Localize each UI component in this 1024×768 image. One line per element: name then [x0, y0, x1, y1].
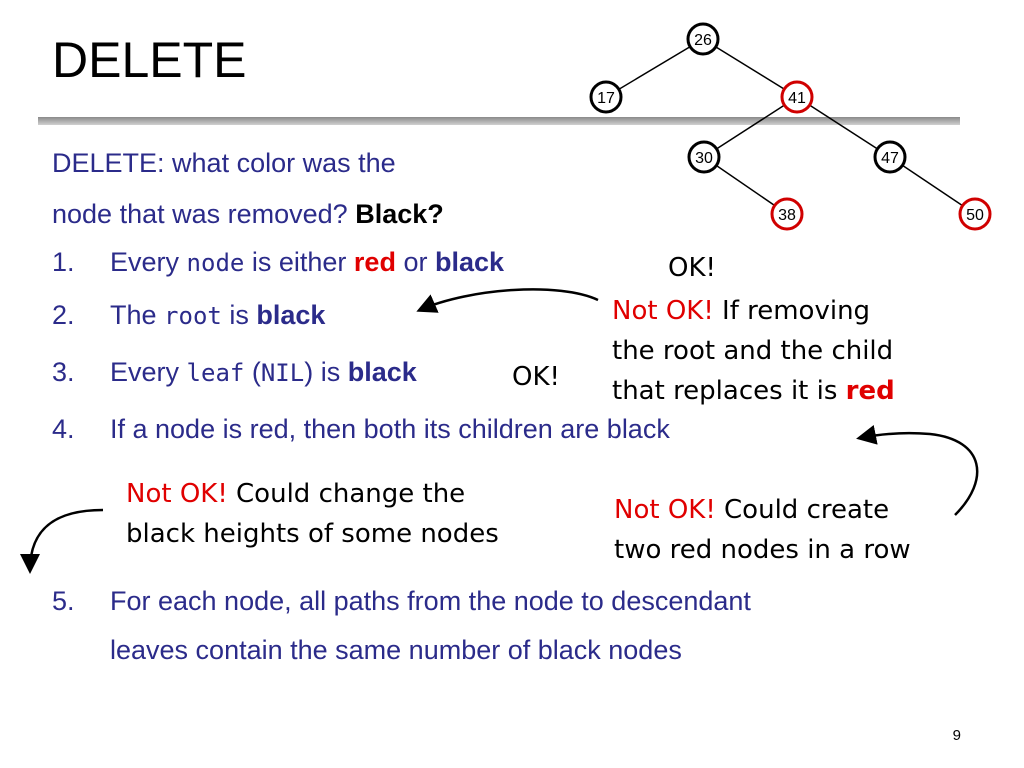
code-term: NIL	[260, 359, 305, 387]
node-key: 38	[778, 207, 796, 224]
tree-node	[591, 82, 621, 112]
tree-edge	[704, 97, 797, 157]
arrow-to-property-5	[30, 510, 103, 570]
tree-node	[960, 199, 990, 229]
node-key: 26	[694, 32, 712, 49]
arrow-to-property-4	[860, 433, 977, 515]
note-text: If removing	[722, 296, 871, 326]
note-text: Could change the	[236, 479, 466, 509]
tree-edge	[797, 97, 890, 157]
page-number: 9	[952, 727, 961, 744]
property-text: ) is	[304, 357, 341, 387]
tree-node	[688, 24, 718, 54]
node-key: 47	[881, 150, 899, 167]
tree-node	[782, 82, 812, 112]
tree-node	[875, 142, 905, 172]
property-number: 4.	[52, 414, 75, 444]
page-title: DELETE	[52, 32, 247, 88]
property-number: 1.	[52, 247, 75, 277]
red-keyword: red	[353, 247, 396, 277]
tree-nodes	[591, 24, 990, 229]
black-keyword: black	[256, 300, 326, 330]
property-text: or	[403, 247, 428, 277]
red-keyword: red	[845, 376, 895, 406]
not-ok-label: Not OK!	[126, 479, 228, 509]
ok-annotation-3: OK!	[512, 362, 560, 392]
tree-edges	[606, 39, 975, 214]
code-term: node	[186, 249, 245, 277]
property-number: 5.	[52, 586, 75, 616]
property-text: is	[229, 300, 249, 330]
tree-node	[689, 142, 719, 172]
property-text: If a node is red, then both its children are black	[110, 414, 670, 444]
not-ok-label: Not OK!	[614, 495, 716, 525]
property-text: Every	[110, 357, 180, 387]
node-key: 41	[788, 90, 806, 107]
property-text: For each node, all paths from the node to descendant	[110, 586, 751, 616]
black-keyword: black	[347, 357, 417, 387]
note-text: two red nodes in a row	[614, 535, 911, 565]
node-key: 50	[966, 207, 984, 224]
tree-node	[772, 199, 802, 229]
node-key: 30	[695, 150, 713, 167]
intro-black-question: Black?	[355, 199, 444, 229]
property-5-continued: leaves contain the same number of black nodes	[110, 635, 682, 665]
code-term: root	[164, 302, 222, 330]
ok-annotation-1: OK!	[668, 253, 716, 283]
arrow-to-property-2	[420, 289, 598, 310]
note-text: that replaces it is	[612, 376, 838, 406]
intro-line-2-text: node that was removed?	[52, 199, 348, 229]
property-text: (	[251, 357, 261, 387]
node-key: 17	[597, 90, 615, 107]
note-text: the root and the child	[612, 336, 894, 366]
property-text: The	[110, 300, 157, 330]
tree-edge	[703, 39, 797, 97]
property-number: 2.	[52, 300, 75, 330]
property-text: is either	[251, 247, 347, 277]
property-number: 3.	[52, 357, 75, 387]
note-text: Could create	[724, 495, 890, 525]
tree-edge	[606, 39, 703, 97]
note-text: black heights of some nodes	[126, 519, 499, 549]
property-text: Every	[110, 247, 180, 277]
code-term: leaf	[186, 359, 245, 387]
black-keyword: black	[435, 247, 505, 277]
intro-line-1: DELETE: what color was the	[52, 148, 396, 178]
not-ok-label: Not OK!	[612, 296, 714, 326]
